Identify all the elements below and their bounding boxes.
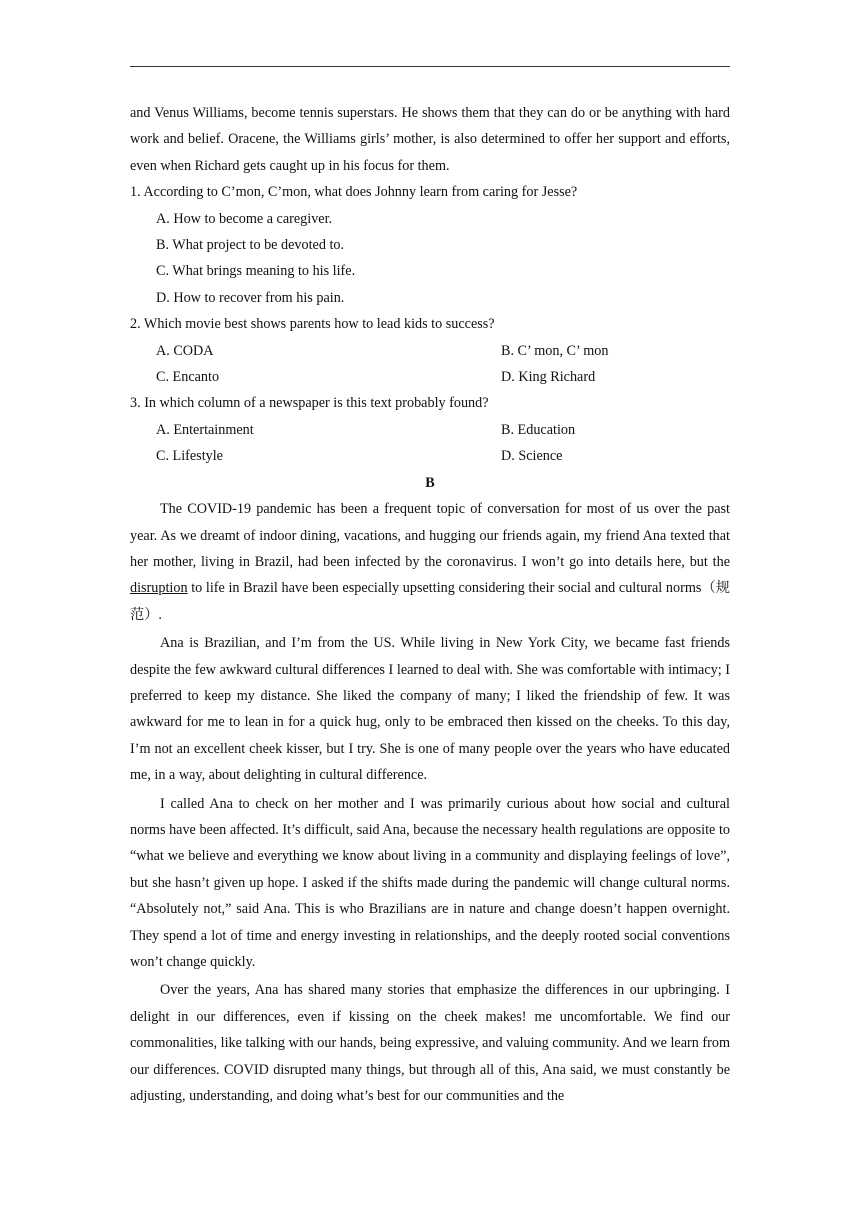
question-3-option-a: A. Entertainment — [156, 421, 254, 438]
question-2-options-row-1 — [156, 338, 730, 364]
passage-b-paragraph-1 — [130, 496, 730, 628]
question-1-option-c: C. What brings meaning to his life. — [156, 263, 356, 280]
passage-b-p1-before: The COVID-19 pandemic has been a frequent topic of conversation for most of us over the past year. As we dreamt of indoor dining, vacations, and hugging our friends again, my friend Ana texted that her mother, living in Brazil, had been infected by the coronavirus. I won’t go into details here, but the — [130, 501, 730, 570]
question-2-option-b: B. C’ mon, C’ mon — [501, 342, 609, 359]
question-2-option-c: C. Encanto — [156, 369, 220, 386]
document-body — [130, 100, 730, 1109]
question-3-option-b: B. Education — [501, 421, 576, 438]
passage-b-paragraph-4: Over the years, Ana has shared many stories that emphasize the differences in our upbringing. I delight in our differences, even if kissing on the cheek makes! me uncomfortable. We find our commonalities, like talking with our hands, being expressive, and valuing community. And we learn from our differences. COVID disrupted many things, but through all of this, Ana said, we must constantly be adjusting, understanding, and doing what’s best for our communities and the — [130, 982, 730, 1105]
question-3-option-c: C. Lifestyle — [156, 448, 223, 465]
header-rule — [130, 66, 730, 67]
underlined-word-disruption: disruption — [130, 580, 188, 597]
question-3-option-d: D. Science — [501, 448, 563, 465]
question-2-option-a: A. CODA — [156, 342, 214, 359]
question-2: 2. Which movie best shows parents how to lead kids to success? — [130, 316, 495, 333]
question-3: 3. In which column of a newspaper is this text probably found? — [130, 395, 489, 412]
intro-paragraph: and Venus Williams, become tennis superstars. He shows them that they can do or be anything with hard work and belief. Oracene, the Williams girls’ mother, is also determined to offer her support and efforts, even when Richard gets caught up in his focus for them. — [130, 105, 730, 174]
passage-b-paragraph-2: Ana is Brazilian, and I’m from the US. While living in New York City, we became fast friends despite the few awkward cultural differences I learned to deal with. She was comfortable with intimacy; I preferred to keep my distance. She liked the company of many; I liked the friendship of few. It was awkward for me to lean in for a quick hug, only to be embraced then kissed on the cheeks. To this day, I’m not an excellent cheek kisser, but I try. She is one of many people over the years who have educated me, in a way, about delighting in cultural difference. — [130, 635, 730, 784]
passage-b-p1-after: to life in Brazil have been especially upsetting considering their social and cultural norms（规范）. — [130, 580, 730, 623]
question-1: 1. According to C’mon, C’mon, what does Johnny learn from caring for Jesse? — [130, 184, 578, 201]
question-1-option-b: B. What project to be devoted to. — [156, 237, 345, 254]
passage-b-paragraph-3: I called Ana to check on her mother and I was primarily curious about how social and cultural norms have been affected. It’s difficult, said Ana, because the necessary health regulations are opposite to “what we believe and everything we know about living in a community and displaying feelings of love”, but she hasn’t given up hope. I asked if the shifts made during the pandemic will change cultural norms. “Absolutely not,” said Ana. This is who Brazilians are in nature and change doesn’t happen overnight. They spend a lot of time and energy investing in relationships, and the deeply rooted social conventions won’t change quickly. — [130, 795, 730, 970]
section-heading: B — [425, 474, 435, 491]
question-1-option-d: D. How to recover from his pain. — [156, 289, 345, 306]
question-3-options-row-1 — [156, 417, 730, 443]
question-2-options-row-2 — [156, 364, 730, 390]
question-3-options-row-2 — [156, 443, 730, 469]
question-1-option-a: A. How to become a caregiver. — [156, 210, 333, 227]
question-2-option-d: D. King Richard — [501, 369, 596, 386]
